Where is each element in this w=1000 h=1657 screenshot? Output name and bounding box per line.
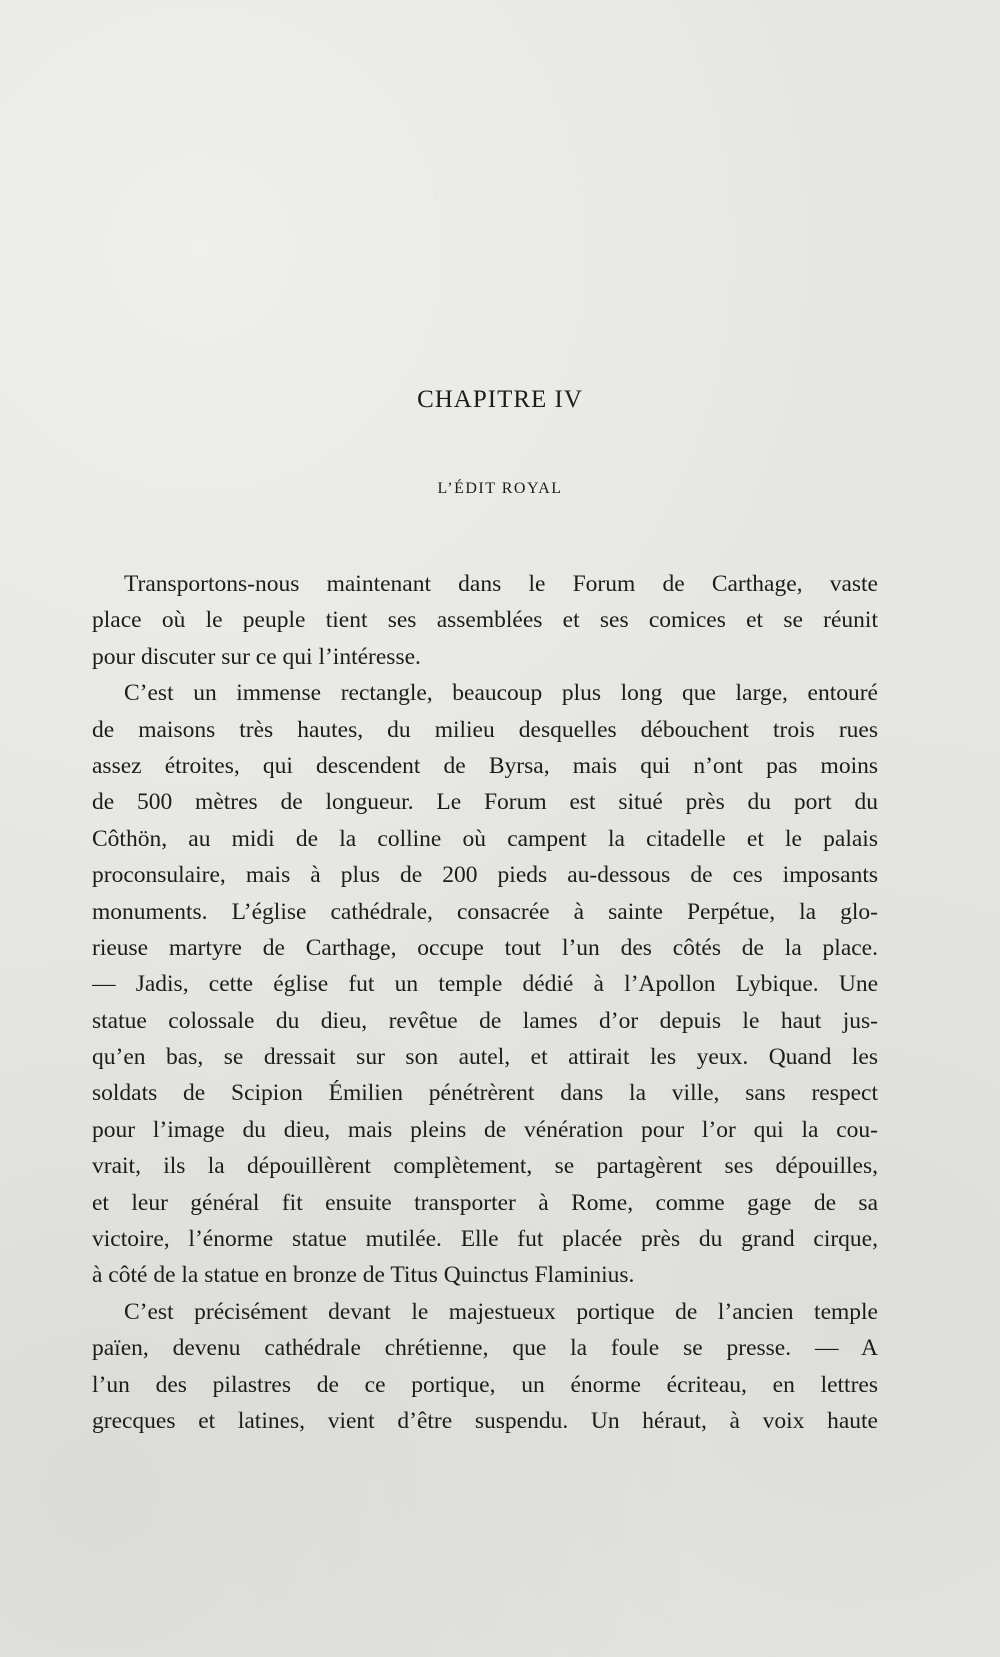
chapter-title: CHAPITRE IV [417,386,583,413]
text-line: soldats de Scipion Émilien pénétrèrent dans la ville, sans respect [92,1080,878,1107]
text-line: assez étroites, qui descendent de Byrsa, mais qui n’ont pas moins [92,752,878,779]
text-line: Côthön, au midi de la colline où campent la citadelle et le palais [92,825,878,852]
text-line: païen, devenu cathédrale chrétienne, que la foule se presse. — A [92,1335,878,1362]
text-line: Transportons-nous maintenant dans le Forum de Carthage, vaste [124,571,878,597]
text-line: C’est un immense rectangle, beaucoup plus long que large, entouré [124,680,878,707]
text-line: grecques et latines, vient d’être suspendu. Un héraut, à voix haute [92,1407,878,1434]
text-line: vrait, ils la dépouillèrent complètement, se partagèrent ses dépouilles, [92,1153,878,1180]
text-line: victoire, l’énorme statue mutilée. Elle fut placée près du grand cirque, [92,1226,878,1253]
text-line: à côté de la statue en bronze de Titus Quinctus Flaminius. [92,1262,635,1289]
text-line: proconsulaire, mais à plus de 200 pieds au-dessous de ces imposants [92,862,878,889]
text-line: place où le peuple tient ses assemblées et ses comices et se réunit [92,607,878,634]
text-line: qu’en bas, se dressait sur son autel, et attirait les yeux. Quand les [92,1044,878,1071]
text-line: rieuse martyre de Carthage, occupe tout l’un des côtés de la place. [92,934,878,961]
text-line: l’un des pilastres de ce portique, un énorme écriteau, en lettres [92,1371,878,1398]
text-line: de maisons très hautes, du milieu desquelles débouchent trois rues [92,716,878,743]
text-line: monuments. L’église cathédrale, consacrée à sainte Perpétue, la glo- [92,898,878,925]
text-line: C’est précisément devant le majestueux portique de l’ancien temple [124,1298,878,1325]
body-text [92,566,878,1439]
text-line: pour l’image du dieu, mais pleins de vénération pour l’or qui la cou- [92,1116,878,1143]
text-line: statue colossale du dieu, revêtue de lames d’or depuis le haut jus- [92,1007,878,1034]
text-line: pour discuter sur ce qui l’intéresse. [92,643,421,670]
text-line: — Jadis, cette église fut un temple dédié à l’Apollon Lybique. Une [92,971,878,998]
text-line: et leur général fit ensuite transporter à Rome, comme gage de sa [92,1189,878,1216]
text-line: de 500 mètres de longueur. Le Forum est situé près du port du [92,789,878,816]
chapter-subtitle: L’ÉDIT ROYAL [437,480,563,497]
